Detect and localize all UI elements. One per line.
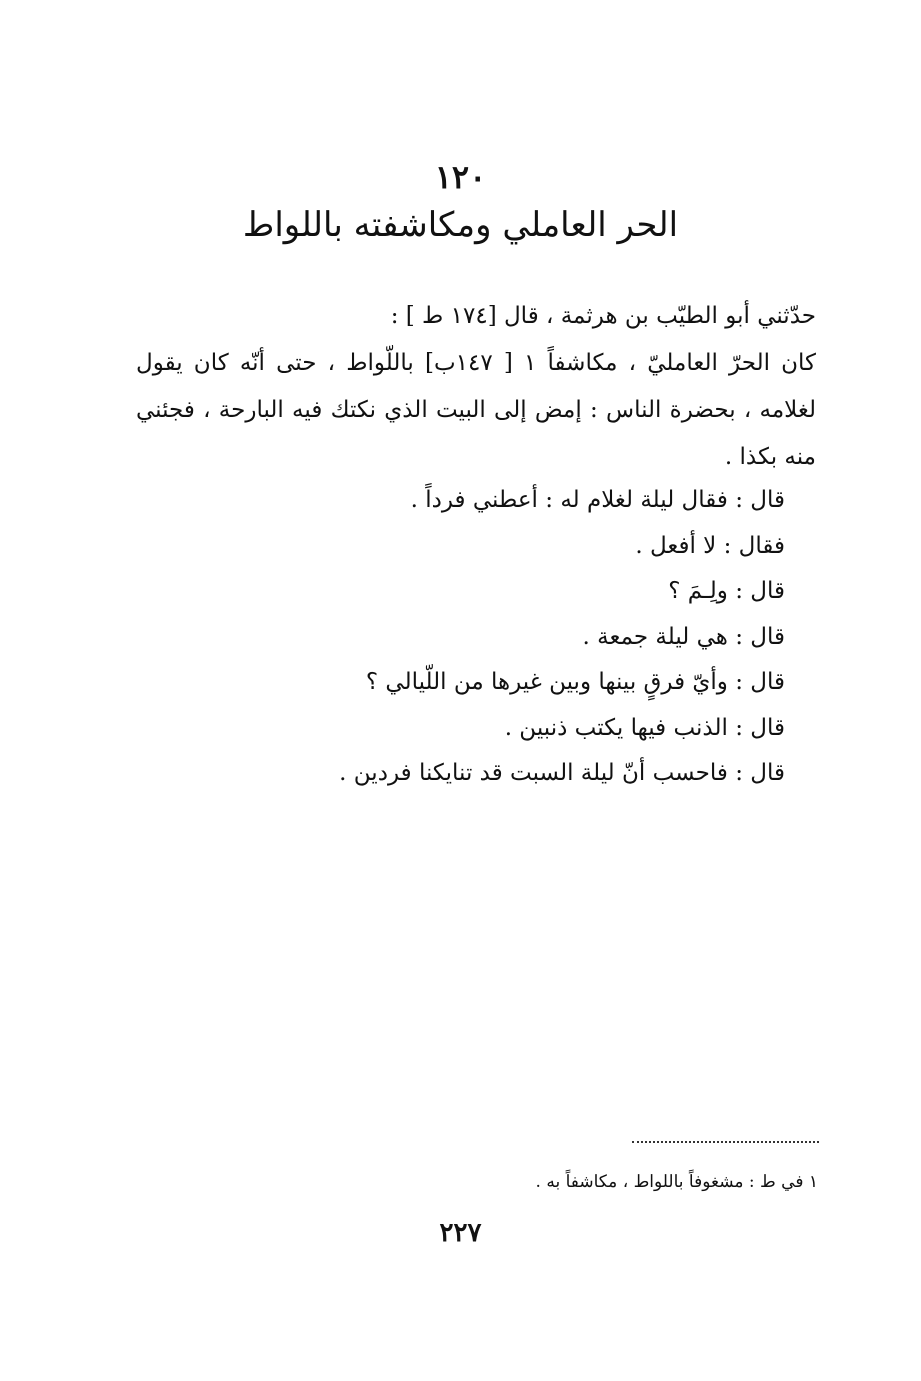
footnote: ١ في ط : مشغوفاً باللواط ، مكاشفاً به . (535, 1172, 818, 1192)
dialogue-line: قال : وأيّ فرقٍ بينها وبين غيرها من اللّيالي ؟ (365, 669, 785, 695)
footnote-separator (632, 1141, 819, 1143)
body-text (136, 293, 816, 481)
paragraph-2: كان الحرّ العامليّ ، مكاشفاً ١ [ ١٤٧ب] باللّواط ، حتى أنّه كان يقول لغلامه ، بحضرة الناس : إمض إلى البيت الذي نكتك فيه البارحة ، فجئني منه بكذا . (136, 350, 816, 470)
dialogue-line: قال : ولِـمَ ؟ (668, 578, 785, 604)
chapter-title: الحر العاملي ومكاشفته باللواط (242, 205, 679, 245)
page-number: ٢٢٧ (439, 1218, 482, 1248)
chapter-number: ١٢٠ (434, 158, 487, 196)
dialogue-line: فقال : لا أفعل . (635, 532, 785, 559)
paragraph-1: حدّثني أبو الطيّب بن هرثمة ، قال [١٧٤ ط ] : (390, 303, 816, 329)
dialogue-line: قال : هي ليلة جمعة . (582, 623, 785, 650)
dialogue-line: قال : الذنب فيها يكتب ذنبين . (504, 714, 785, 741)
dialogue (145, 478, 785, 797)
dialogue-line: قال : فقال ليلة لغلام له : أعطني فرداً . (410, 487, 785, 513)
dialogue-line: قال : فاحسب أنّ ليلة السبت قد تنايكنا فردين . (339, 760, 785, 786)
